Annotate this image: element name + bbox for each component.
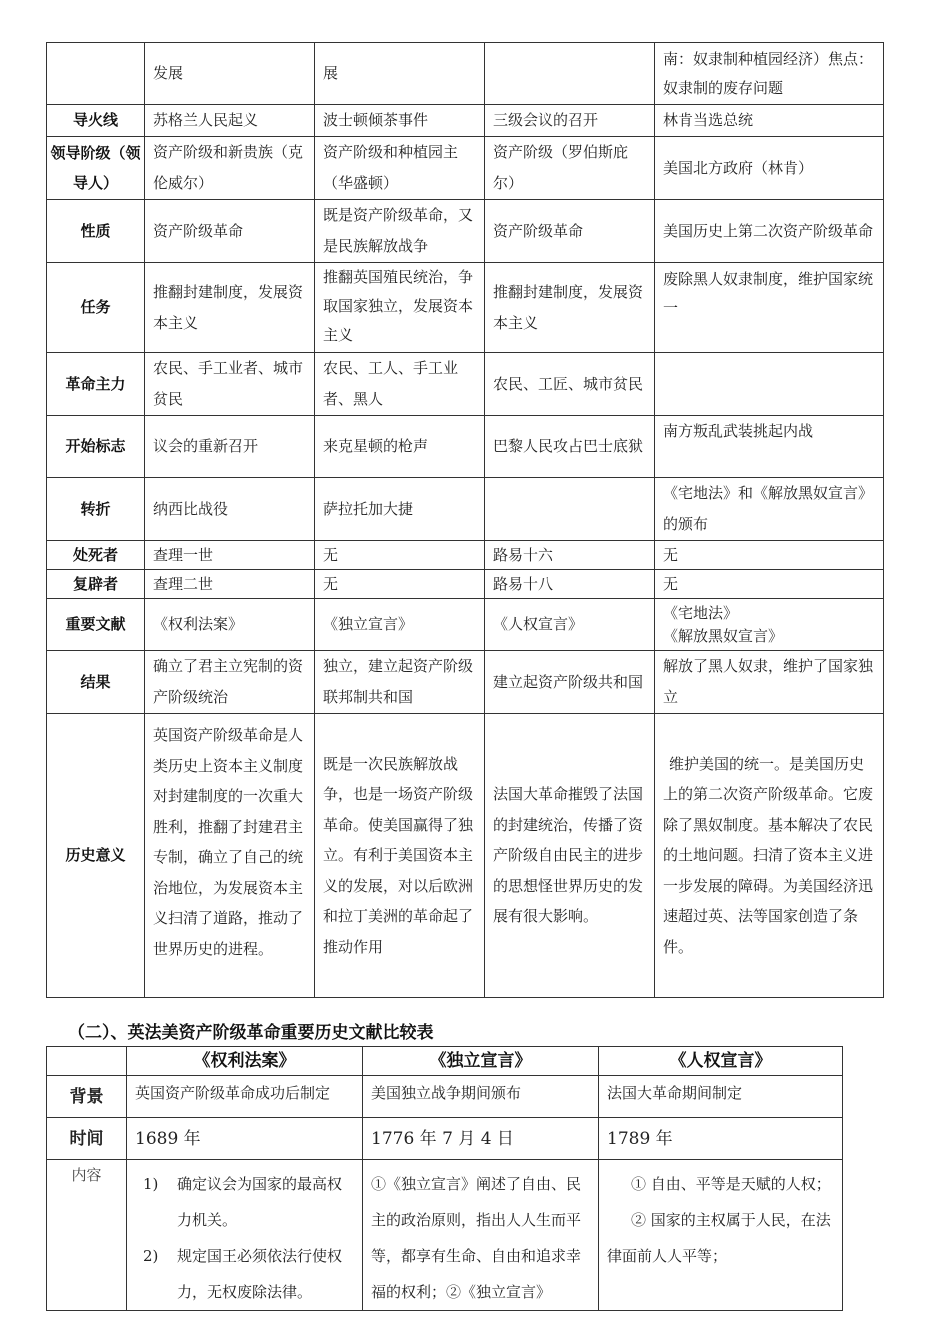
table-row bbox=[47, 478, 884, 541]
row-label: 开始标志 bbox=[47, 416, 145, 478]
cell: 农民、工匠、城市贫民 bbox=[485, 353, 655, 416]
header-cell: 《权利法案》 bbox=[127, 1047, 363, 1076]
cell: 《独立宣言》 bbox=[315, 599, 485, 651]
cell: 来克星顿的枪声 bbox=[315, 416, 485, 478]
cell: 1789 年 bbox=[599, 1118, 843, 1160]
content-paragraph: ① 自由、平等是天赋的人权； bbox=[631, 1175, 831, 1193]
content-paragraph: ② 国家的主权属于人民，在法律面前人人平等； bbox=[607, 1211, 831, 1265]
cell: 农民、手工业者、城市贫民 bbox=[145, 353, 315, 416]
cell: 废除黑人奴隶制度，维护国家统一 bbox=[655, 263, 884, 353]
table-row bbox=[47, 1160, 843, 1311]
cell: 南方叛乱武装挑起内战 bbox=[655, 416, 884, 478]
cell: 确立了君主立宪制的资产阶级统治 bbox=[145, 651, 315, 714]
revolution-comparison-table bbox=[46, 42, 884, 998]
cell: 无 bbox=[655, 541, 884, 570]
cell: 既是一次民族解放战争，也是一场资产阶级革命。使美国赢得了独立。有利于美国资本主义的发展，对以后欧洲和拉丁美洲的革命起了推动作用 bbox=[315, 714, 485, 998]
cell: 资产阶级和种植园主（华盛顿） bbox=[315, 137, 485, 200]
table-row bbox=[47, 599, 884, 651]
header-cell bbox=[47, 1047, 127, 1076]
table-row bbox=[47, 714, 884, 998]
table-row bbox=[47, 137, 884, 200]
cell: 推翻封建制度，发展资本主义 bbox=[485, 263, 655, 353]
row-label: 背景 bbox=[47, 1076, 127, 1118]
table-row bbox=[47, 1118, 843, 1160]
list-number: 2) bbox=[143, 1247, 159, 1265]
header-row bbox=[47, 1047, 843, 1076]
table-row bbox=[47, 263, 884, 353]
cell: 巴黎人民攻占巴士底狱 bbox=[485, 416, 655, 478]
cell-text: 维护美国的统一。是美国历史上的第二次资产阶级革命。它废除了黑奴制度。基本解决了农民的土地问题。扫清了资本主义进一步发展的障碍。为美国经济迅速超过英、法等国家创造了条件。 bbox=[663, 754, 874, 956]
cell: 《权利法案》 bbox=[145, 599, 315, 651]
cell: 三级会议的召开 bbox=[485, 105, 655, 137]
cell: 独立，建立起资产阶级联邦制共和国 bbox=[315, 651, 485, 714]
cell: 议会的重新召开 bbox=[145, 416, 315, 478]
cell: 《宅地法》和《解放黑奴宣言》的颁布 bbox=[655, 478, 884, 541]
documents-comparison-table bbox=[46, 1046, 843, 1311]
section-title: （二）、英法美资产阶级革命重要历史文献比较表 bbox=[68, 1023, 434, 1043]
cell: 南：奴隶制种植园经济）焦点：奴隶制的废存问题 bbox=[655, 43, 884, 105]
cell: 英国资产阶级革命成功后制定 bbox=[127, 1076, 363, 1118]
cell: 查理一世 bbox=[145, 541, 315, 570]
row-label: 任务 bbox=[47, 263, 145, 353]
cell: ①《独立宣言》阐述了自由、民主的政治原则，指出人人生而平等，都享有生命、自由和追求幸福的权利；②《独立宣言》 bbox=[363, 1160, 599, 1311]
row-label: 处死者 bbox=[47, 541, 145, 570]
cell: 萨拉托加大捷 bbox=[315, 478, 485, 541]
row-label: 导火线 bbox=[47, 105, 145, 137]
table-row bbox=[47, 43, 884, 105]
row-label: 性质 bbox=[47, 200, 145, 263]
row-label: 历史意义 bbox=[47, 714, 145, 998]
row-label bbox=[47, 43, 145, 105]
cell: 《人权宣言》 bbox=[485, 599, 655, 651]
cell: 查理二世 bbox=[145, 570, 315, 599]
cell: 资产阶级革命 bbox=[145, 200, 315, 263]
table-row bbox=[47, 651, 884, 714]
row-label: 领导阶级（领导人） bbox=[47, 137, 145, 200]
cell: 苏格兰人民起义 bbox=[145, 105, 315, 137]
cell: 既是资产阶级革命，又是民族解放战争 bbox=[315, 200, 485, 263]
cell: 路易十六 bbox=[485, 541, 655, 570]
row-label: 重要文献 bbox=[47, 599, 145, 651]
cell: 解放了黑人奴隶，维护了国家独立 bbox=[655, 651, 884, 714]
cell: 推翻英国殖民统治，争取国家独立，发展资本主义 bbox=[315, 263, 485, 353]
cell bbox=[485, 478, 655, 541]
row-label: 复辟者 bbox=[47, 570, 145, 599]
table-row bbox=[47, 1076, 843, 1118]
cell: 美国历史上第二次资产阶级革命 bbox=[655, 200, 884, 263]
cell: 无 bbox=[315, 541, 485, 570]
content-list bbox=[135, 1166, 354, 1310]
cell: 推翻封建制度，发展资本主义 bbox=[145, 263, 315, 353]
cell: 美国独立战争期间颁布 bbox=[363, 1076, 599, 1118]
list-text: 确定议会为国家的最高权力机关。 bbox=[177, 1175, 343, 1229]
table-row bbox=[47, 416, 884, 478]
cell: 无 bbox=[315, 570, 485, 599]
list-number: 1) bbox=[143, 1175, 159, 1193]
row-label: 结果 bbox=[47, 651, 145, 714]
table-row bbox=[47, 353, 884, 416]
row-label: 内容 bbox=[47, 1160, 127, 1311]
list-item bbox=[143, 1166, 354, 1238]
cell: 展 bbox=[315, 43, 485, 105]
header-cell: 《独立宣言》 bbox=[363, 1047, 599, 1076]
document-name: 《宅地法》 bbox=[663, 603, 739, 622]
cell: 波士顿倾茶事件 bbox=[315, 105, 485, 137]
cell bbox=[655, 714, 884, 998]
cell: 纳西比战役 bbox=[145, 478, 315, 541]
cell: 无 bbox=[655, 570, 884, 599]
cell bbox=[655, 353, 884, 416]
table-row bbox=[47, 541, 884, 570]
list-text: 规定国王必须依法行使权力，无权废除法律。 bbox=[177, 1247, 343, 1301]
cell: 发展 bbox=[145, 43, 315, 105]
cell: 资产阶级和新贵族（克伦威尔） bbox=[145, 137, 315, 200]
table-row bbox=[47, 105, 884, 137]
table-row bbox=[47, 200, 884, 263]
cell bbox=[485, 43, 655, 105]
cell: 资产阶级革命 bbox=[485, 200, 655, 263]
cell: 法国大革命摧毁了法国的封建统治，传播了资产阶级自由民主的进步的思想怪世界历史的发展有很大影响。 bbox=[485, 714, 655, 998]
row-label: 转折 bbox=[47, 478, 145, 541]
cell bbox=[655, 599, 884, 651]
cell bbox=[127, 1160, 363, 1311]
cell: 美国北方政府（林肯） bbox=[655, 137, 884, 200]
cell: 路易十八 bbox=[485, 570, 655, 599]
header-cell: 《人权宣言》 bbox=[599, 1047, 843, 1076]
cell: 1689 年 bbox=[127, 1118, 363, 1160]
cell bbox=[599, 1160, 843, 1311]
row-label: 革命主力 bbox=[47, 353, 145, 416]
row-label: 时间 bbox=[47, 1118, 127, 1160]
cell: 1776 年 7 月 4 日 bbox=[363, 1118, 599, 1160]
cell: 资产阶级（罗伯斯庇尔） bbox=[485, 137, 655, 200]
cell: 建立起资产阶级共和国 bbox=[485, 651, 655, 714]
cell: 英国资产阶级革命是人类历史上资本主义制度对封建制度的一次重大胜利，推翻了封建君主专制，确立了自己的统治地位，为发展资本主义扫清了道路，推动了世界历史的进程。 bbox=[145, 714, 315, 998]
cell: 法国大革命期间制定 bbox=[599, 1076, 843, 1118]
cell: 农民、工人、手工业者、黑人 bbox=[315, 353, 485, 416]
table-row bbox=[47, 570, 884, 599]
cell: 林肯当选总统 bbox=[655, 105, 884, 137]
document-name: 《解放黑奴宣言》 bbox=[663, 626, 784, 645]
list-item bbox=[143, 1238, 354, 1310]
